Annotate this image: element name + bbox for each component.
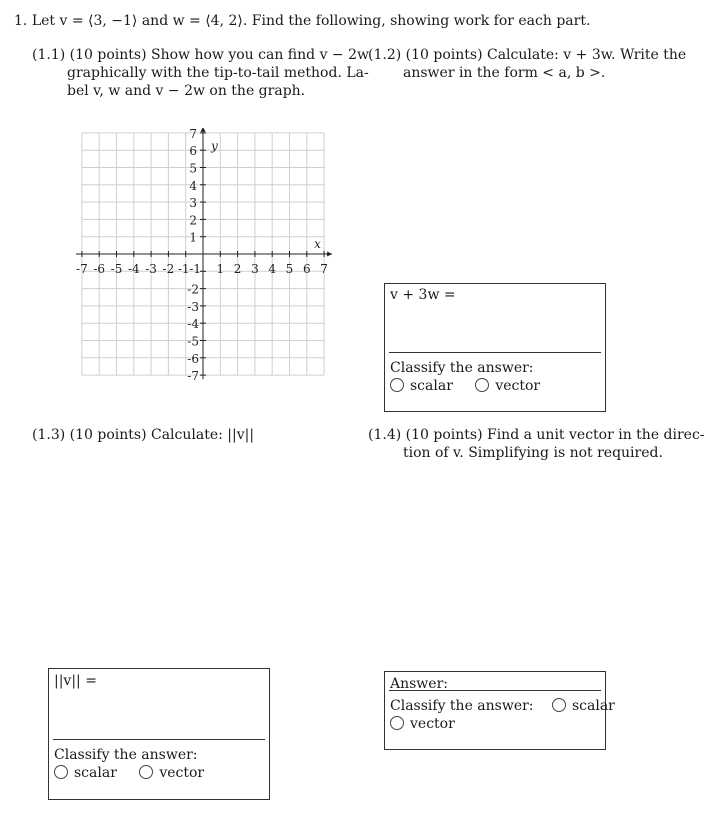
coordinate-graph[interactable]	[66, 128, 356, 384]
problem-text: Let v = ⟨3, −1⟩ and w = ⟨4, 2⟩. Find the following, showing work for each part.	[31, 13, 591, 29]
y-tick-label: -1	[189, 262, 201, 276]
classify-row-2	[390, 715, 473, 733]
radio-vector-label: vector	[410, 716, 455, 732]
x-axis-label: x	[314, 237, 321, 251]
part-1-4-line2: tion of v. Simplifying is not required.	[403, 445, 663, 461]
radio-scalar[interactable]	[390, 377, 453, 395]
radio-circle-icon[interactable]	[390, 716, 404, 730]
part-1-2-line2: answer in the form < a, b >.	[403, 65, 606, 81]
x-tick-label: 1	[216, 262, 225, 276]
part-1-3-line1	[32, 426, 254, 444]
part-1-4-text-1: (10 points) Find a unit vector in the direc-	[405, 427, 705, 443]
graph-tick-labels	[76, 128, 328, 383]
y-axis-arrow-icon	[201, 128, 206, 132]
radio-vector[interactable]	[139, 764, 204, 782]
x-tick-label: -4	[127, 262, 140, 276]
part-1-1-text-1: (10 points) Show how you can find v − 2w	[69, 47, 369, 63]
radio-circle-icon[interactable]	[390, 378, 404, 392]
y-tick-label: 6	[189, 144, 197, 159]
x-tick-label: 7	[320, 262, 328, 276]
divider	[389, 352, 601, 353]
y-tick-label: -2	[187, 282, 199, 297]
classify-options	[390, 377, 558, 395]
radio-scalar-label: scalar	[410, 378, 453, 394]
part-1-4-label: (1.4)	[368, 427, 402, 443]
answer-label-norm-v: ||v|| =	[54, 673, 97, 689]
part-1-2-text-1: (10 points) Calculate: v + 3w. Write the	[405, 47, 687, 63]
problem-number: 1.	[14, 13, 28, 29]
answer-label-v-plus-3w: v + 3w =	[390, 287, 456, 303]
classify-label: Classify the answer:	[390, 698, 534, 714]
part-1-3-text-1: (10 points) Calculate: ||v||	[69, 427, 255, 443]
answer-field-1-2[interactable]	[390, 304, 600, 350]
part-1-1-line2: graphically with the tip-to-tail method. La-	[67, 65, 369, 81]
radio-vector[interactable]	[475, 377, 540, 395]
classify-label: Classify the answer:	[54, 747, 198, 763]
answer-box-1-2	[384, 283, 606, 412]
y-tick-label: 3	[189, 196, 197, 211]
part-1-2-line1	[368, 46, 686, 64]
x-tick-label: -7	[76, 262, 88, 276]
y-tick-label: -6	[187, 351, 199, 366]
y-tick-label: 1	[189, 230, 197, 245]
part-1-1-line3: bel v, w and v − 2w on the graph.	[67, 83, 306, 99]
graph-axes	[76, 128, 332, 379]
y-tick-label: 4	[189, 178, 197, 193]
classify-options	[54, 764, 222, 782]
x-tick-label: -5	[110, 262, 123, 276]
x-axis-arrow-icon	[327, 252, 332, 257]
x-tick-label: -1	[177, 262, 190, 276]
x-tick-label: -3	[145, 262, 157, 276]
x-tick-label: 3	[251, 262, 259, 276]
radio-scalar-label: scalar	[74, 765, 117, 781]
y-tick-label: 7	[189, 128, 197, 141]
radio-vector[interactable]	[390, 715, 455, 733]
x-tick-label: 5	[285, 262, 294, 276]
y-tick-label: -3	[187, 299, 199, 314]
y-tick-label: -4	[187, 317, 199, 332]
radio-circle-icon[interactable]	[552, 698, 566, 712]
answer-field-1-3[interactable]	[54, 691, 264, 735]
radio-circle-icon[interactable]	[139, 765, 153, 779]
radio-vector-label: vector	[495, 378, 541, 394]
divider	[389, 690, 601, 691]
part-1-2-label: (1.2)	[368, 47, 402, 63]
radio-scalar[interactable]	[54, 764, 117, 782]
y-tick-label: -5	[187, 334, 199, 349]
radio-vector-label: vector	[159, 765, 205, 781]
radio-scalar[interactable]	[552, 697, 615, 715]
x-tick-label: 2	[233, 262, 242, 276]
y-tick-label: 5	[189, 161, 197, 176]
x-tick-label: 4	[268, 262, 277, 276]
y-tick-label: 2	[189, 213, 197, 228]
part-1-4-line1	[368, 426, 705, 444]
part-1-3-label: (1.3)	[32, 427, 66, 443]
x-tick-label: -6	[93, 262, 106, 276]
y-axis-label: y	[211, 138, 218, 153]
part-1-1-label: (1.1)	[32, 47, 66, 63]
divider	[53, 739, 265, 740]
x-tick-label: 6	[302, 262, 311, 276]
answer-box-1-4	[384, 671, 615, 750]
radio-scalar-label: scalar	[571, 698, 615, 714]
radio-circle-icon[interactable]	[54, 765, 68, 779]
answer-label-unit-vector: Answer:	[390, 676, 448, 692]
radio-circle-icon[interactable]	[475, 378, 489, 392]
classify-row	[390, 697, 633, 715]
y-tick-label: -7	[187, 369, 199, 384]
classify-label: Classify the answer:	[390, 360, 534, 376]
x-tick-label: -2	[162, 262, 175, 276]
part-1-1-line1	[32, 46, 369, 64]
answer-box-1-3	[48, 668, 270, 800]
problem-intro	[14, 12, 590, 30]
